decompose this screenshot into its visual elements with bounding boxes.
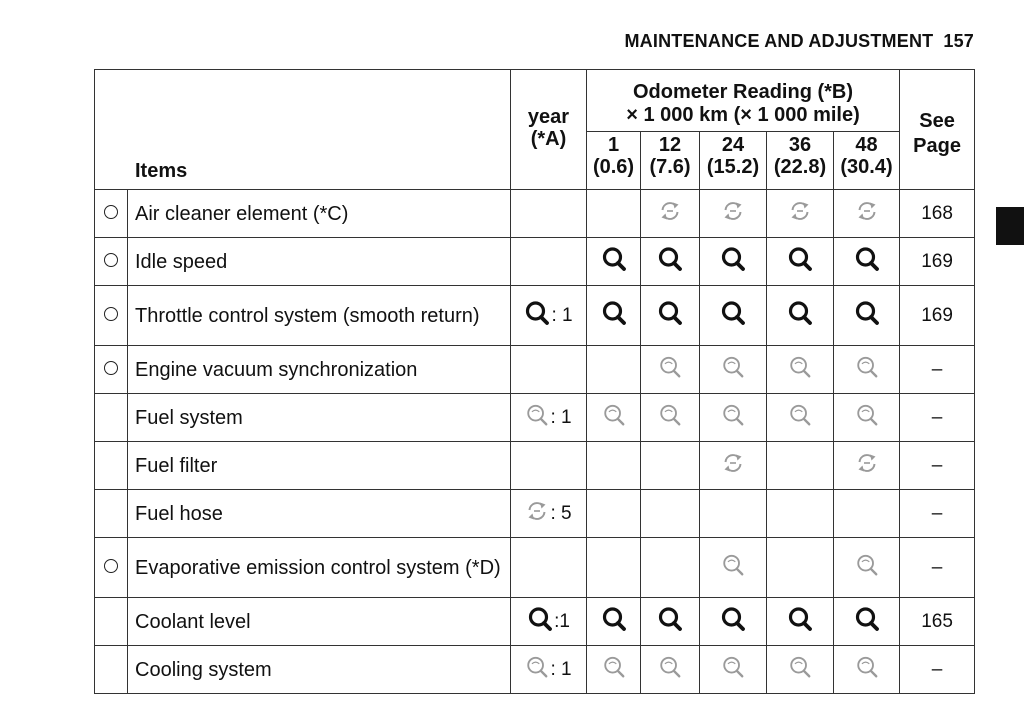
check-circle-cell (95, 190, 128, 238)
interval-cell (587, 346, 641, 394)
year-interval-cell (511, 490, 587, 538)
interval-cell (700, 238, 767, 286)
table-row (95, 598, 975, 646)
interval-cell (767, 490, 834, 538)
interval-km: 1 (607, 134, 620, 156)
header-see-page (900, 70, 975, 190)
interval-cell (641, 490, 700, 538)
interval-cell (767, 346, 834, 394)
interval-cell (641, 190, 700, 238)
check-circle-cell (95, 346, 128, 394)
interval-cell (641, 646, 700, 694)
interval-cell (700, 394, 767, 442)
header-interval-2 (641, 132, 700, 190)
interval-cell (587, 394, 641, 442)
item-name: Fuel system (128, 394, 511, 442)
periodic-maintenance-table (94, 69, 975, 694)
check-circle-cell (95, 286, 128, 346)
magnifier-inspect-light-icon (855, 553, 879, 583)
table-row (95, 286, 975, 346)
table-row (95, 646, 975, 694)
magnifier-inspect-light-icon (788, 403, 812, 433)
header-odometer-line1: Odometer Reading (*B) (633, 80, 854, 103)
interval-cell (587, 238, 641, 286)
interval-cell (700, 346, 767, 394)
magnifier-inspect-light-icon (855, 355, 879, 385)
header-see-line1: See (919, 109, 955, 132)
header-interval-1 (587, 132, 641, 190)
magnifier-inspect-icon (720, 246, 746, 278)
magnifier-inspect-icon (657, 246, 683, 278)
magnifier-inspect-icon (601, 606, 627, 638)
year-count: : 1 (550, 406, 572, 428)
magnifier-inspect-light-icon (658, 355, 682, 385)
circle-mark-icon (104, 559, 118, 573)
replace-cycle-icon (721, 451, 745, 481)
interval-cell (767, 286, 834, 346)
interval-cell (834, 238, 900, 286)
interval-cell (834, 646, 900, 694)
section-title: MAINTENANCE AND ADJUSTMENT (624, 31, 934, 51)
magnifier-inspect-light-icon (855, 403, 879, 433)
interval-cell (641, 598, 700, 646)
interval-cell (834, 442, 900, 490)
magnifier-inspect-icon (854, 246, 880, 278)
interval-cell (767, 598, 834, 646)
magnifier-inspect-icon (787, 606, 813, 638)
magnifier-inspect-icon (787, 246, 813, 278)
replace-cycle-icon (855, 199, 879, 229)
interval-cell (641, 538, 700, 598)
magnifier-inspect-icon (524, 300, 550, 332)
table-row (95, 442, 975, 490)
circle-mark-icon (104, 205, 118, 219)
magnifier-inspect-light-icon (525, 655, 549, 685)
magnifier-inspect-light-icon (788, 655, 812, 685)
check-circle-cell (95, 646, 128, 694)
see-page-value: – (900, 394, 975, 442)
see-page-value: 169 (900, 286, 975, 346)
check-circle-cell (95, 238, 128, 286)
year-interval-cell (511, 538, 587, 598)
check-circle-cell (95, 442, 128, 490)
magnifier-inspect-light-icon (721, 403, 745, 433)
see-page-value: – (900, 538, 975, 598)
interval-mile: (7.6) (649, 156, 691, 178)
header-interval-4 (767, 132, 834, 190)
interval-cell (700, 190, 767, 238)
magnifier-inspect-icon (720, 300, 746, 332)
interval-cell (700, 598, 767, 646)
interval-mile: (0.6) (592, 156, 635, 178)
interval-cell (767, 394, 834, 442)
year-count: :1 (554, 610, 570, 632)
magnifier-inspect-light-icon (602, 655, 626, 685)
magnifier-inspect-light-icon (721, 655, 745, 685)
interval-cell (641, 238, 700, 286)
year-count: : 1 (550, 658, 572, 680)
chapter-thumb-tab (996, 207, 1024, 245)
interval-cell (834, 538, 900, 598)
magnifier-inspect-light-icon (602, 403, 626, 433)
year-interval-cell (511, 346, 587, 394)
magnifier-inspect-icon (657, 606, 683, 638)
item-name: Engine vacuum synchronization (128, 346, 511, 394)
item-name: Coolant level (128, 598, 511, 646)
interval-cell (834, 394, 900, 442)
magnifier-inspect-icon (657, 300, 683, 332)
interval-cell (767, 190, 834, 238)
item-name: Fuel filter (128, 442, 511, 490)
header-odometer-line2: × 1 000 km (× 1 000 mile) (626, 103, 860, 126)
see-page-value: – (900, 646, 975, 694)
item-name: Throttle control system (smooth return) (128, 286, 511, 346)
item-name: Cooling system (128, 646, 511, 694)
interval-cell (767, 238, 834, 286)
header-year-line2: (*A) (530, 128, 567, 150)
table-row (95, 490, 975, 538)
header-interval-5 (834, 132, 900, 190)
circle-mark-icon (104, 361, 118, 375)
replace-cycle-icon (855, 451, 879, 481)
magnifier-inspect-icon (601, 300, 627, 332)
see-page-value: 168 (900, 190, 975, 238)
check-circle-cell (95, 538, 128, 598)
year-interval-cell (511, 442, 587, 490)
year-interval-cell (511, 394, 587, 442)
magnifier-inspect-light-icon (525, 403, 549, 433)
year-interval-cell (511, 286, 587, 346)
magnifier-inspect-light-icon (788, 355, 812, 385)
item-name: Idle speed (128, 238, 511, 286)
interval-cell (587, 598, 641, 646)
magnifier-inspect-light-icon (855, 655, 879, 685)
item-name: Evaporative emission control system (*D) (128, 538, 511, 598)
interval-cell (587, 490, 641, 538)
magnifier-inspect-icon (854, 300, 880, 332)
table-row (95, 346, 975, 394)
header-year (511, 70, 587, 190)
interval-cell (587, 646, 641, 694)
see-page-value: – (900, 442, 975, 490)
replace-cycle-icon (658, 199, 682, 229)
interval-cell (834, 490, 900, 538)
magnifier-inspect-light-icon (721, 553, 745, 583)
interval-km: 24 (721, 134, 745, 156)
header-items: Items (95, 70, 511, 190)
interval-cell (641, 286, 700, 346)
table-row (95, 394, 975, 442)
see-page-value: 169 (900, 238, 975, 286)
magnifier-inspect-icon (601, 246, 627, 278)
interval-cell (767, 646, 834, 694)
interval-mile: (15.2) (706, 156, 760, 178)
interval-km: 12 (658, 134, 682, 156)
year-count: : 5 (550, 502, 572, 524)
see-page-value: – (900, 346, 975, 394)
page-number: 157 (943, 31, 974, 51)
interval-km: 36 (788, 134, 812, 156)
interval-cell (834, 286, 900, 346)
running-header (624, 31, 974, 52)
interval-cell (641, 346, 700, 394)
header-see-line2: Page (913, 134, 961, 157)
check-circle-cell (95, 394, 128, 442)
interval-cell (587, 538, 641, 598)
interval-cell (700, 442, 767, 490)
magnifier-inspect-icon (527, 606, 553, 638)
interval-cell (767, 538, 834, 598)
interval-cell (700, 538, 767, 598)
magnifier-inspect-light-icon (658, 655, 682, 685)
interval-cell (587, 190, 641, 238)
circle-mark-icon (104, 307, 118, 321)
header-odometer (587, 70, 900, 132)
interval-cell (834, 346, 900, 394)
see-page-value: – (900, 490, 975, 538)
item-name: Fuel hose (128, 490, 511, 538)
magnifier-inspect-icon (787, 300, 813, 332)
year-count: : 1 (551, 304, 573, 326)
table-row (95, 238, 975, 286)
magnifier-inspect-icon (854, 606, 880, 638)
interval-mile: (30.4) (840, 156, 893, 178)
replace-cycle-icon (525, 499, 549, 529)
interval-cell (700, 646, 767, 694)
item-name: Air cleaner element (*C) (128, 190, 511, 238)
year-interval-cell (511, 190, 587, 238)
header-year-line1: year (527, 106, 570, 128)
check-circle-cell (95, 490, 128, 538)
table-row (95, 190, 975, 238)
interval-cell (641, 394, 700, 442)
interval-cell (641, 442, 700, 490)
interval-cell (587, 442, 641, 490)
table-row (95, 538, 975, 598)
circle-mark-icon (104, 253, 118, 267)
interval-cell (700, 490, 767, 538)
header-interval-3 (700, 132, 767, 190)
year-interval-cell (511, 646, 587, 694)
interval-cell (767, 442, 834, 490)
year-interval-cell (511, 598, 587, 646)
check-circle-cell (95, 598, 128, 646)
magnifier-inspect-light-icon (658, 403, 682, 433)
interval-mile: (22.8) (773, 156, 827, 178)
replace-cycle-icon (788, 199, 812, 229)
interval-km: 48 (855, 134, 878, 156)
magnifier-inspect-icon (720, 606, 746, 638)
year-interval-cell (511, 238, 587, 286)
interval-cell (700, 286, 767, 346)
replace-cycle-icon (721, 199, 745, 229)
interval-cell (834, 190, 900, 238)
interval-cell (587, 286, 641, 346)
magnifier-inspect-light-icon (721, 355, 745, 385)
interval-cell (834, 598, 900, 646)
see-page-value: 165 (900, 598, 975, 646)
